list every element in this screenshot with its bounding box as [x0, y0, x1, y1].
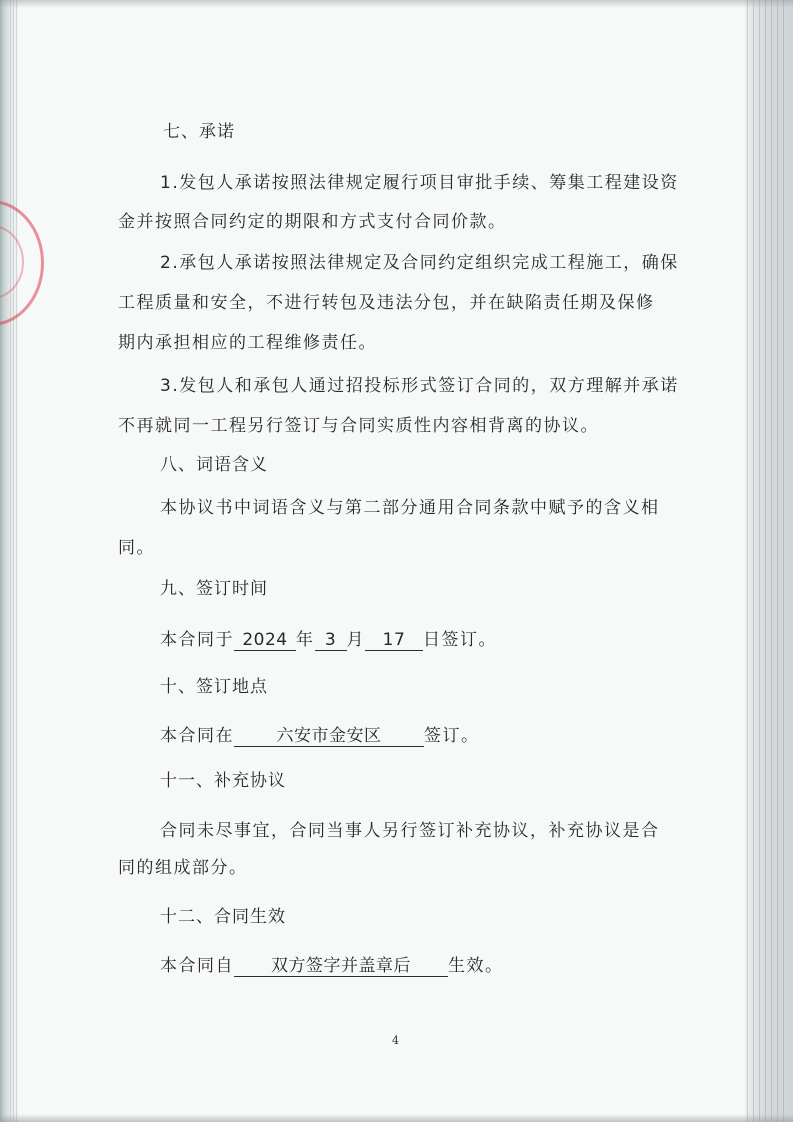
year-unit: 年 [296, 630, 315, 650]
section-7-item-2-line-1: 2.承包人承诺按照法律规定及合同约定组织完成工程施工，确保 [160, 253, 679, 273]
section-8-body-line-1: 本协议书中词语含义与第二部分通用合同条款中赋予的含义相 [160, 498, 660, 518]
section-9-heading: 九、签订时间 [160, 579, 268, 599]
effective-condition-line [160, 955, 504, 977]
signing-date-suffix: 日签订。 [423, 630, 497, 650]
signing-date-prefix: 本合同于 [160, 630, 234, 650]
page-left-edge [0, 0, 18, 1122]
signing-day-field: 17 [365, 631, 423, 651]
section-7-item-2-line-2: 工程质量和安全，不进行转包及违法分包，并在缺陷责任期及保修 [118, 293, 655, 313]
month-unit: 月 [346, 630, 365, 650]
signing-place-suffix: 签订。 [424, 726, 480, 746]
signing-place-line [160, 725, 480, 747]
bottom-shadow [0, 1114, 793, 1122]
section-11-heading: 十一、补充协议 [160, 771, 286, 791]
section-8-heading: 八、词语含义 [160, 455, 268, 475]
effective-prefix: 本合同自 [160, 956, 234, 976]
section-8-body-line-2: 同。 [118, 538, 155, 558]
effective-suffix: 生效。 [448, 956, 504, 976]
section-7-item-3-line-2: 不再就同一工程另行签订与合同实质性内容相背离的协议。 [118, 416, 599, 436]
section-10-heading: 十、签订地点 [160, 677, 268, 697]
section-7-item-1-line-2: 金并按照合同约定的期限和方式支付合同价款。 [118, 212, 507, 232]
signing-year-field: 2024 [234, 631, 296, 651]
binding-lines [10, 0, 18, 1122]
page-number: 4 [392, 1034, 399, 1047]
effective-condition-field: 双方签字并盖章后 [234, 957, 448, 977]
section-7-item-1-line-1: 1.发包人承诺按照法律规定履行项目审批手续、筹集工程建设资 [160, 173, 679, 193]
top-shadow [0, 0, 793, 8]
page-stack-lines [747, 0, 787, 1122]
page-stack-edge [745, 0, 793, 1122]
signing-date-line [160, 629, 497, 651]
section-7-item-2-line-3: 期内承担相应的工程维修责任。 [118, 333, 377, 353]
section-7-heading: 七、承诺 [163, 122, 235, 142]
signing-month-field: 3 [315, 631, 347, 651]
section-11-body-line-2: 同的组成部分。 [118, 858, 248, 878]
signing-place-field: 六安市金安区 [234, 727, 424, 747]
section-11-body-line-1: 合同未尽事宜，合同当事人另行签订补充协议，补充协议是合 [160, 821, 660, 841]
section-12-heading: 十二、合同生效 [160, 907, 286, 927]
signing-place-prefix: 本合同在 [160, 726, 234, 746]
section-7-item-3-line-1: 3.发包人和承包人通过招投标形式签订合同的，双方理解并承诺 [160, 376, 679, 396]
